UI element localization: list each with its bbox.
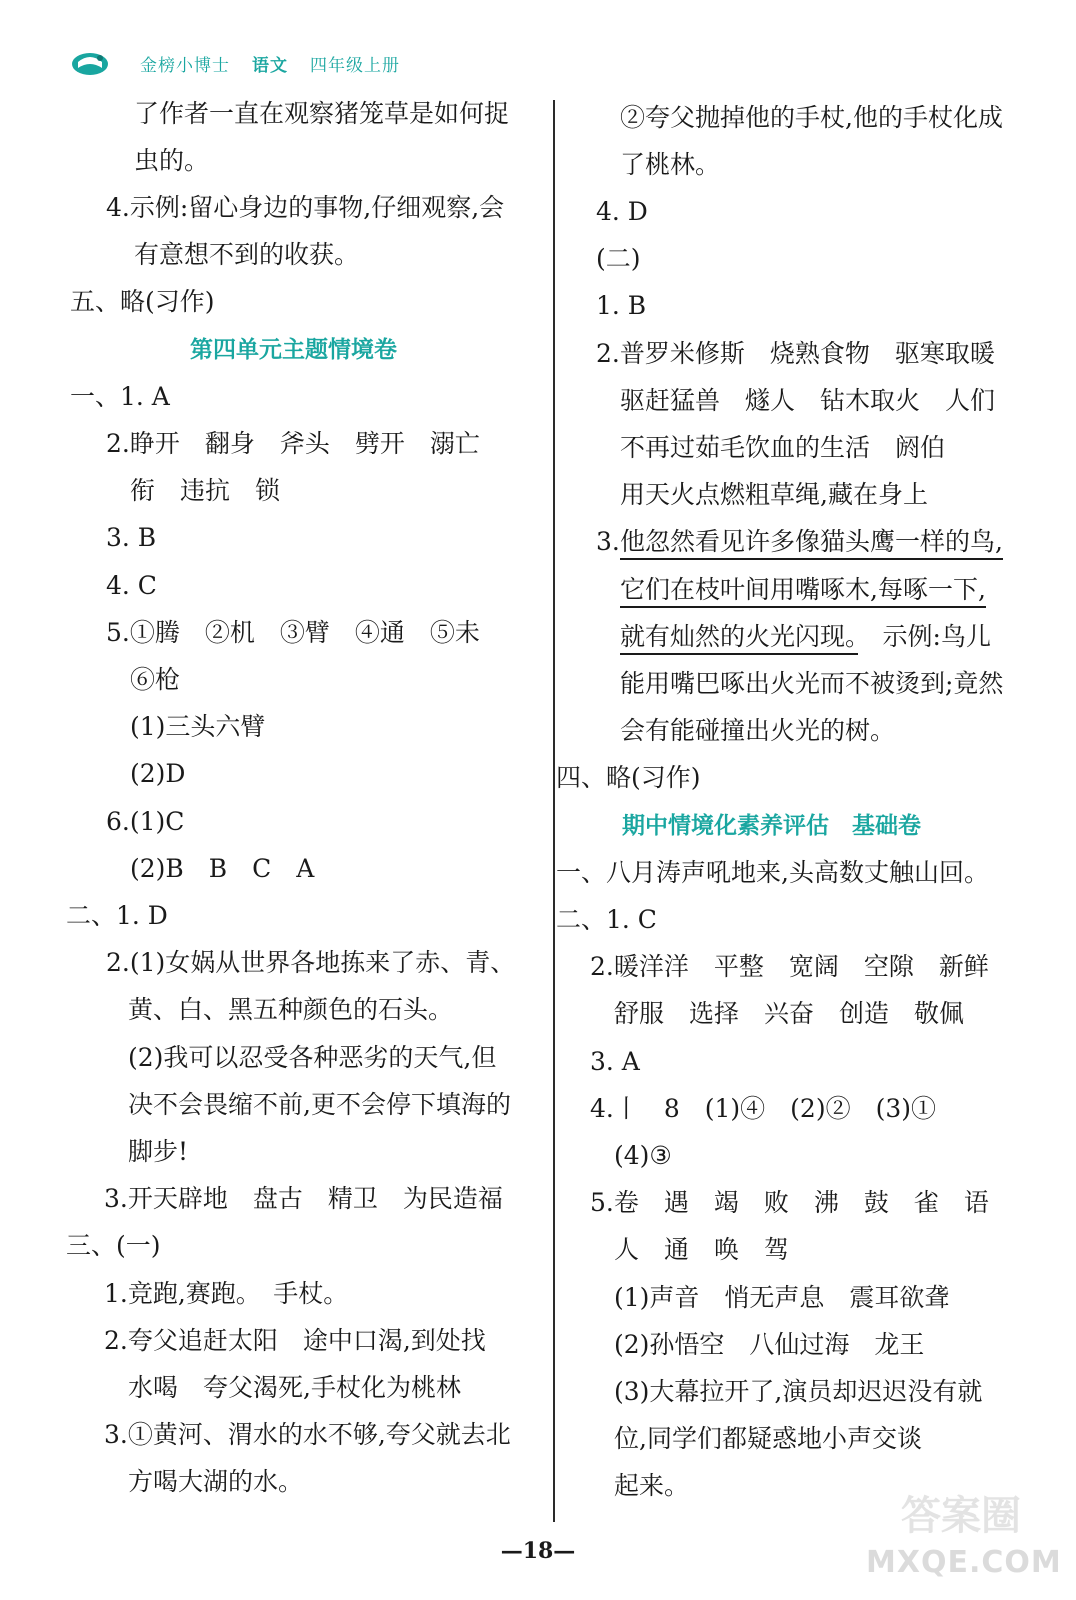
answer-line: (2)B B C A	[130, 854, 315, 883]
section-heading: (二)	[596, 244, 641, 273]
answer-line: 脚步!	[128, 1137, 189, 1166]
answer-line: 衔 违抗 锁	[130, 476, 281, 505]
subject-name: 语文	[252, 55, 288, 76]
answer-line: 3.①黄河、渭水的水不够,夸父就去北	[104, 1420, 511, 1449]
answer-line: 3.开天辟地 盘古 精卫 为民造福	[104, 1184, 503, 1213]
answer-line: 会有能碰撞出火光的树。	[620, 716, 896, 745]
section-heading: 二、1. D	[66, 901, 168, 930]
section-heading: 二、1. C	[556, 905, 657, 934]
answer-line: (3)大幕拉开了,演员却迟迟没有就	[614, 1377, 983, 1406]
answer-line: 2.夸父追赶太阳 途中口渴,到处找	[104, 1326, 486, 1355]
answer-line: 3. B	[106, 523, 157, 552]
answer-line: 1.竞跑,赛跑。 手杖。	[104, 1279, 349, 1308]
answer-line: 4. D	[596, 197, 648, 226]
answer-line: 决不会畏缩不前,更不会停下填海的	[128, 1090, 511, 1119]
watermark-logo: 答案圈	[901, 1493, 1021, 1539]
answer-line: 2.普罗米修斯 烧熟食物 驱寒取暖	[596, 339, 995, 368]
answer-line: 一、八月涛声吼地来,头高数丈触山回。	[556, 858, 989, 887]
answer-line: 4.示例:留心身边的事物,仔细观察,会	[106, 193, 505, 222]
column-divider	[553, 100, 555, 1522]
answer-line: 了桃林。	[620, 150, 721, 179]
answer-line: 舒服 选择 兴奋 创造 敬佩	[614, 999, 965, 1028]
series-name: 金榜小博士	[140, 55, 230, 76]
answer-line: 2.暖洋洋 平整 宽阔 空隙 新鲜	[590, 952, 989, 981]
answer-line: ②夸父抛掉他的手杖,他的手杖化成	[620, 103, 1003, 132]
answer-line: 能用嘴巴啄出火光而不被烫到;竟然	[620, 669, 1004, 698]
answer-line: 3.	[596, 527, 620, 556]
answer-line: 1. B	[596, 291, 647, 320]
unit-title: 第四单元主题情境卷	[190, 337, 397, 363]
answer-line-underlined: 它们在枝叶间用嘴啄木,每啄一下,	[620, 568, 986, 612]
page-number: —18—	[500, 1538, 576, 1564]
answer-line: 5.①腾 ②机 ③臂 ④通 ⑤未	[106, 618, 480, 647]
answer-line: 一、1. A	[70, 382, 170, 411]
answer-line: 用天火点燃粗草绳,藏在身上	[620, 480, 928, 509]
answer-line: 6.(1)C	[106, 807, 185, 836]
answer-line: 黄、白、黑五种颜色的石头。	[128, 995, 454, 1024]
exam-title: 期中情境化素养评估 基础卷	[622, 813, 921, 839]
answer-line: 了作者一直在观察猪笼草是如何捉	[134, 99, 510, 128]
answer-line: 有意想不到的收获。	[134, 240, 360, 269]
section-heading: 四、略(习作)	[556, 763, 701, 792]
answer-line: (2)D	[130, 759, 186, 788]
answer-line: (1)声音 悄无声息 震耳欲聋	[614, 1283, 950, 1312]
answer-line: (2)我可以忍受各种恶劣的天气,但	[128, 1043, 497, 1072]
answer-line: 5.卷 遇 竭 败 沸 鼓 雀 语	[590, 1188, 989, 1217]
answer-line: (1)三头六臂	[130, 712, 266, 741]
answer-line: 起来。	[614, 1471, 690, 1500]
grade-name: 四年级上册	[310, 55, 400, 76]
answer-line: 不再过茹毛饮血的生活 阏伯	[620, 433, 946, 462]
answer-line: 2.(1)女娲从世界各地拣来了赤、青、	[106, 948, 516, 977]
answer-line: ⑥枪	[130, 665, 181, 694]
book-logo-icon	[70, 48, 110, 78]
answer-line: 方喝大湖的水。	[128, 1467, 304, 1496]
section-heading: 五、略(习作)	[70, 287, 215, 316]
page-header	[70, 46, 422, 80]
watermark-site: MXQE.COM	[866, 1545, 1062, 1580]
section-heading: 三、(一)	[66, 1231, 161, 1260]
answer-line: (4)③	[614, 1141, 672, 1170]
answer-line-underlined: 他忽然看见许多像猫头鹰一样的鸟,	[620, 520, 1003, 564]
answer-line: 虫的。	[134, 146, 210, 175]
answer-line-underlined: 就有灿然的火光闪现。 示例:鸟儿	[620, 615, 991, 659]
answer-line: 4. C	[106, 571, 157, 600]
answer-line: 人 通 唤 驾	[614, 1235, 790, 1264]
answer-line: 位,同学们都疑惑地小声交谈	[614, 1424, 922, 1453]
answer-line: 驱赶猛兽 燧人 钻木取火 人们	[620, 386, 996, 415]
answer-line: 2.睁开 翻身 斧头 劈开 溺亡	[106, 429, 480, 458]
answer-line: 4.丨 8 (1)④ (2)② (3)①	[590, 1094, 936, 1123]
watermark	[866, 1478, 1062, 1588]
answer-line: 3. A	[590, 1047, 640, 1076]
answer-line: 水喝 夸父渴死,手杖化为桃林	[128, 1373, 461, 1402]
answer-line: (2)孙悟空 八仙过海 龙王	[614, 1330, 925, 1359]
